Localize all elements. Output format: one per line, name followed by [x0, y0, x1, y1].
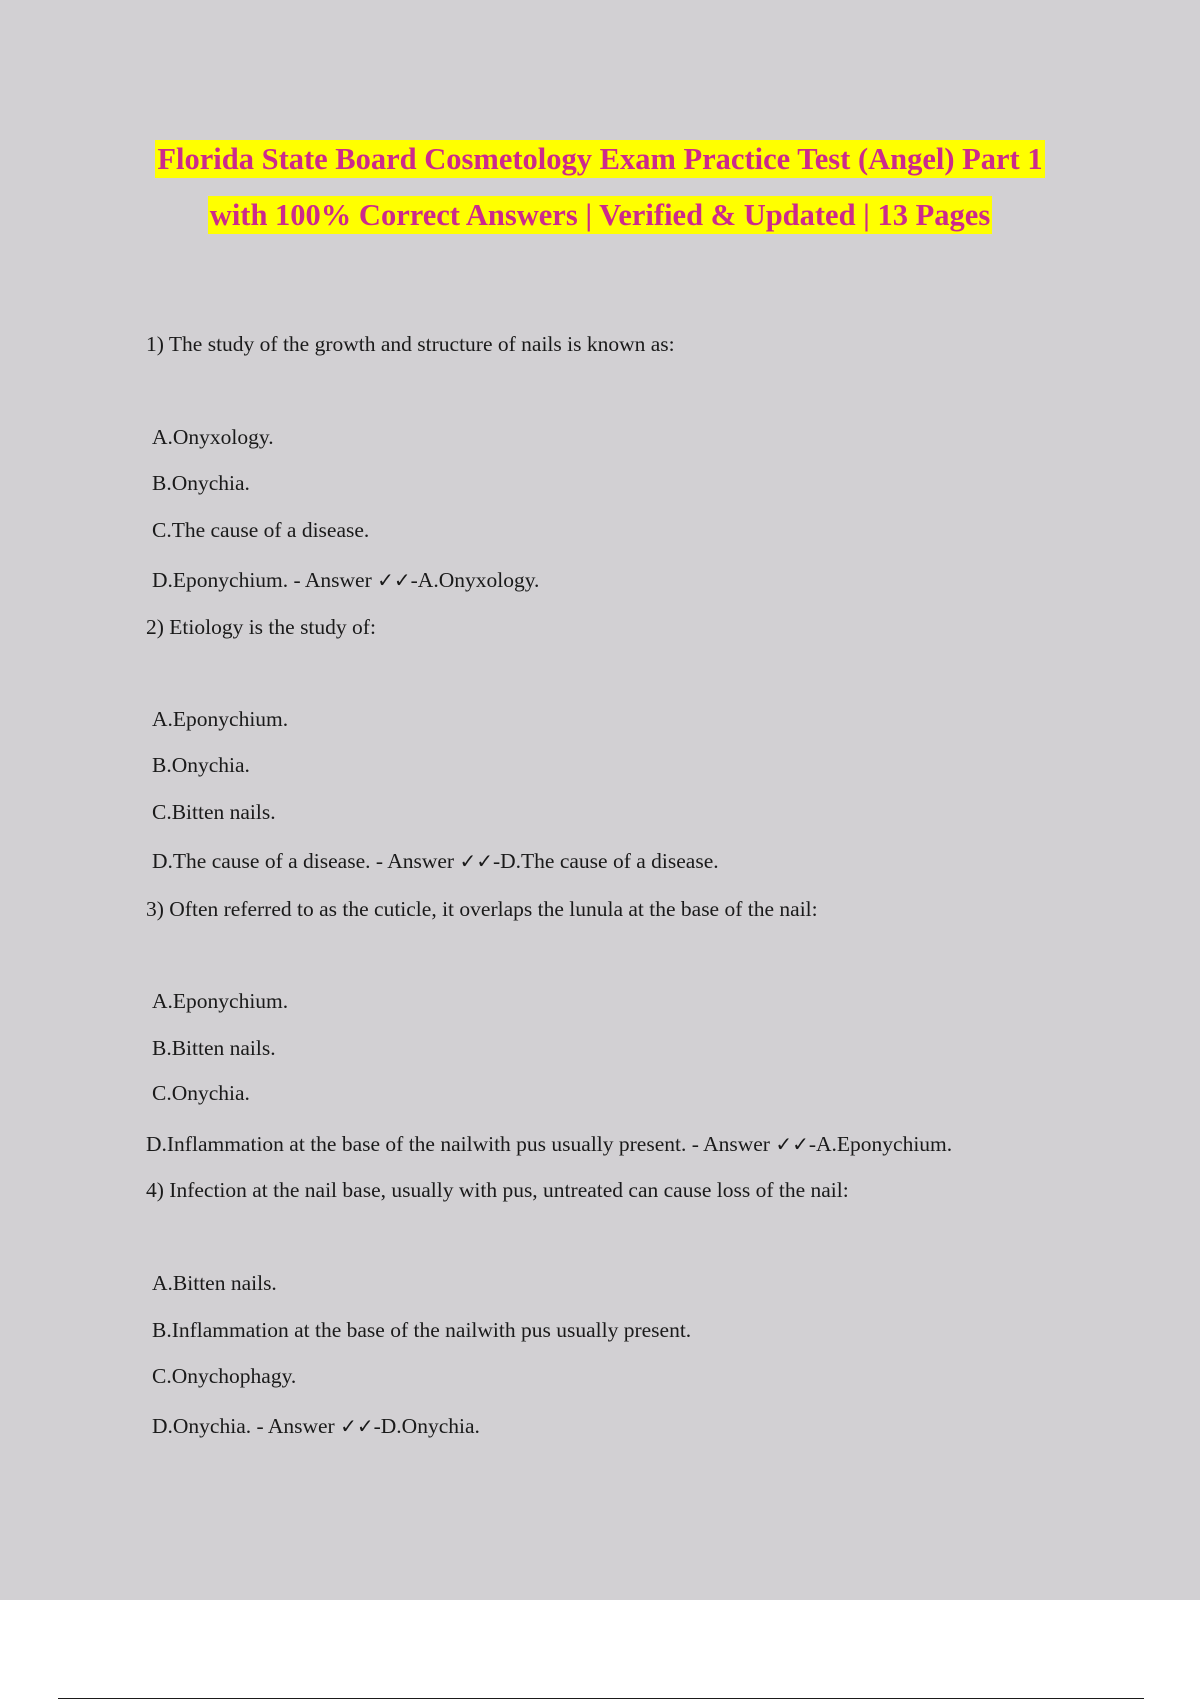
option-b: B.Bitten nails.	[152, 1036, 276, 1060]
option-d-with-answer	[152, 848, 719, 874]
option-d: D.Eponychium. - Answer	[152, 568, 378, 592]
title-line-2: with 100% Correct Answers | Verified & Updated | 13 Pages	[209, 198, 991, 232]
answer-text: -A.Eponychium.	[808, 1132, 953, 1156]
option-d-with-answer	[146, 1131, 952, 1157]
option-a: A.Bitten nails.	[152, 1271, 277, 1295]
option-a: A.Eponychium.	[152, 989, 289, 1013]
option-b: B.Onychia.	[152, 471, 250, 495]
title-line-1: Florida State Board Cosmetology Exam Practice Test (Angel) Part 1	[157, 142, 1043, 176]
option-d: D.The cause of a disease. - Answer	[152, 849, 460, 873]
checkmark-icon: ✓✓	[377, 568, 411, 592]
document-title	[0, 140, 1200, 234]
question-text: 4) Infection at the nail base, usually with pus, untreated can cause loss of the nail:	[146, 1178, 849, 1202]
option-d-with-answer	[152, 567, 539, 593]
question-text: 1) The study of the growth and structure of nails is known as:	[146, 332, 675, 356]
option-d: D.Inflammation at the base of the nailwith pus usually present. - Answer	[146, 1132, 776, 1156]
option-d: D.Onychia. - Answer	[152, 1414, 341, 1438]
checkmark-icon: ✓✓	[459, 849, 493, 873]
question-text: 3) Often referred to as the cuticle, it overlaps the lunula at the base of the nail:	[146, 897, 818, 921]
checkmark-icon: ✓✓	[775, 1132, 809, 1156]
option-c: C.Bitten nails.	[152, 800, 276, 824]
option-a: A.Onyxology.	[152, 425, 274, 449]
option-c: C.Onychophagy.	[152, 1364, 297, 1388]
option-b: B.Onychia.	[152, 753, 250, 777]
option-c: C.Onychia.	[152, 1081, 250, 1105]
option-a: A.Eponychium.	[152, 707, 289, 731]
checkmark-icon: ✓✓	[340, 1414, 374, 1438]
answer-text: -D.The cause of a disease.	[492, 849, 719, 873]
option-c: C.The cause of a disease.	[152, 518, 370, 542]
option-b: B.Inflammation at the base of the nailwith pus usually present.	[152, 1318, 692, 1342]
option-d-with-answer	[152, 1413, 480, 1439]
answer-text: -A.Onyxology.	[410, 568, 540, 592]
footer-divider	[58, 1698, 1144, 1699]
answer-text: -D.Onychia.	[373, 1414, 480, 1438]
question-text: 2) Etiology is the study of:	[146, 615, 376, 639]
